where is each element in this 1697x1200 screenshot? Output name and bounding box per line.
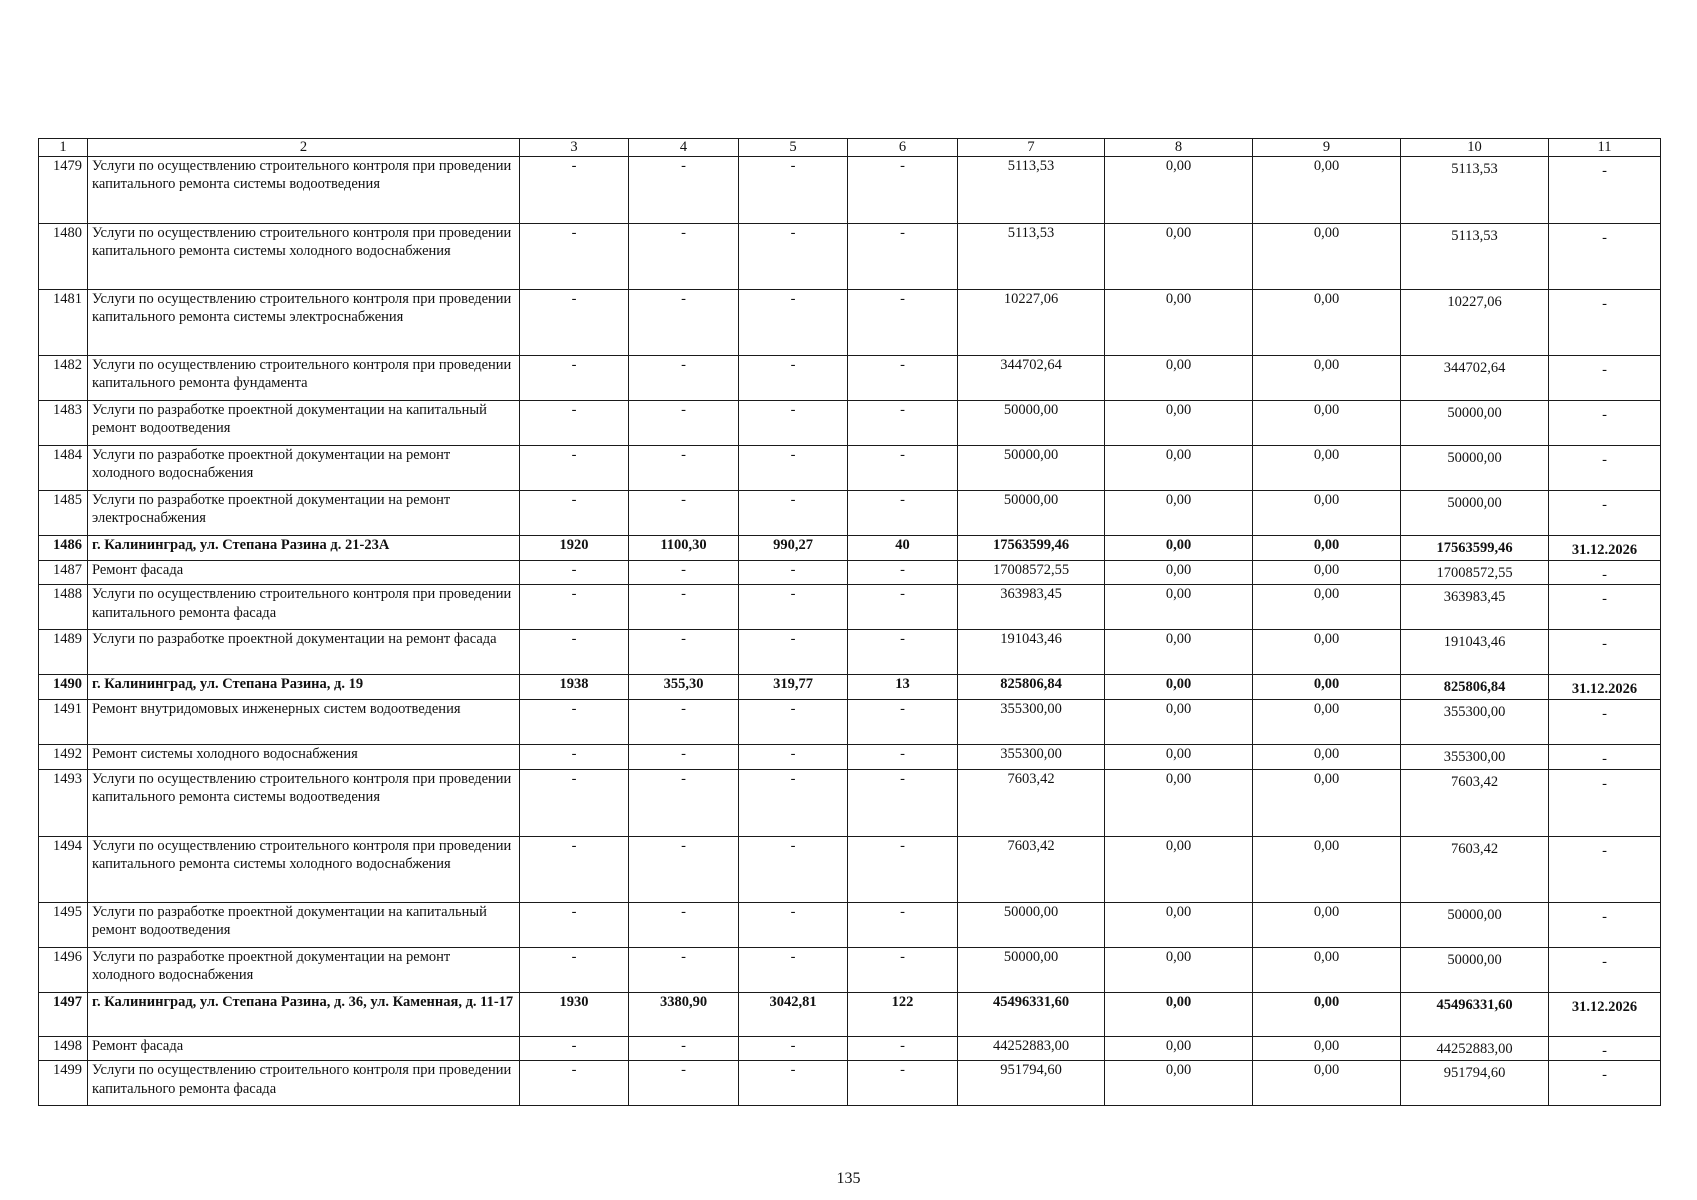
total-area-cell: - — [629, 356, 739, 401]
row-number-cell: 1494 — [39, 836, 88, 902]
column-header: 3 — [520, 139, 629, 157]
completion-date-cell: - — [1549, 224, 1661, 290]
column-header: 5 — [739, 139, 848, 157]
total-cost-cell: 10227,06 — [958, 290, 1105, 356]
work-description-cell: г. Калининград, ул. Степана Разина, д. 36, ул. Каменная, д. 11-17 — [88, 992, 520, 1036]
total-cost-cell: 951794,60 — [958, 1061, 1105, 1106]
fund-share-cell: 0,00 — [1105, 630, 1253, 675]
completion-date-cell: - — [1549, 947, 1661, 992]
table-row — [39, 224, 1661, 290]
budget-share-cell: 0,00 — [1253, 700, 1401, 745]
work-description-cell: Услуги по разработке проектной документации на ремонт холодного водоснабжения — [88, 947, 520, 992]
residents-cell: - — [848, 902, 958, 947]
owners-share-cell: 355300,00 — [1401, 745, 1549, 769]
table-row — [39, 561, 1661, 585]
budget-share-cell: 0,00 — [1253, 401, 1401, 446]
year-built-cell: - — [520, 356, 629, 401]
total-area-cell: - — [629, 769, 739, 836]
total-area-cell: - — [629, 630, 739, 675]
table-row — [39, 446, 1661, 491]
completion-date-cell: - — [1549, 585, 1661, 630]
residents-cell: - — [848, 446, 958, 491]
total-area-cell: - — [629, 745, 739, 769]
completion-date-cell: - — [1549, 157, 1661, 224]
table-row — [39, 902, 1661, 947]
total-cost-cell: 7603,42 — [958, 769, 1105, 836]
completion-date-cell: - — [1549, 356, 1661, 401]
work-description-cell: Услуги по осуществлению строительного контроля при проведении капитального ремонта системы водоотведения — [88, 769, 520, 836]
work-description-cell: Услуги по осуществлению строительного контроля при проведении капитального ремонта системы холодного водоснабжения — [88, 836, 520, 902]
row-number-cell: 1488 — [39, 585, 88, 630]
row-number-cell: 1479 — [39, 157, 88, 224]
total-cost-cell: 50000,00 — [958, 491, 1105, 536]
table-row — [39, 356, 1661, 401]
completion-date-cell: - — [1549, 836, 1661, 902]
living-area-cell: - — [739, 700, 848, 745]
work-description-cell: Услуги по разработке проектной документации на капитальный ремонт водоотведения — [88, 401, 520, 446]
fund-share-cell: 0,00 — [1105, 536, 1253, 561]
fund-share-cell: 0,00 — [1105, 290, 1253, 356]
living-area-cell: - — [739, 446, 848, 491]
fund-share-cell: 0,00 — [1105, 745, 1253, 769]
address-row — [39, 675, 1661, 700]
completion-date-cell: - — [1549, 700, 1661, 745]
residents-cell: - — [848, 561, 958, 585]
column-header: 10 — [1401, 139, 1549, 157]
table-row — [39, 491, 1661, 536]
fund-share-cell: 0,00 — [1105, 675, 1253, 700]
completion-date-cell: 31.12.2026 — [1549, 675, 1661, 700]
living-area-cell: - — [739, 769, 848, 836]
total-cost-cell: 50000,00 — [958, 446, 1105, 491]
year-built-cell: - — [520, 1061, 629, 1106]
total-cost-cell: 363983,45 — [958, 585, 1105, 630]
work-description-cell: г. Калининград, ул. Степана Разина, д. 19 — [88, 675, 520, 700]
owners-share-cell: 45496331,60 — [1401, 992, 1549, 1036]
budget-share-cell: 0,00 — [1253, 585, 1401, 630]
work-description-cell: Услуги по осуществлению строительного контроля при проведении капитального ремонта фасада — [88, 585, 520, 630]
owners-share-cell: 50000,00 — [1401, 401, 1549, 446]
table-row — [39, 745, 1661, 769]
owners-share-cell: 5113,53 — [1401, 224, 1549, 290]
table-row — [39, 290, 1661, 356]
total-area-cell: - — [629, 491, 739, 536]
budget-share-cell: 0,00 — [1253, 836, 1401, 902]
year-built-cell: - — [520, 446, 629, 491]
total-area-cell: 355,30 — [629, 675, 739, 700]
owners-share-cell: 10227,06 — [1401, 290, 1549, 356]
work-description-cell: Ремонт внутридомовых инженерных систем водоотведения — [88, 700, 520, 745]
completion-date-cell: - — [1549, 446, 1661, 491]
residents-cell: - — [848, 157, 958, 224]
owners-share-cell: 5113,53 — [1401, 157, 1549, 224]
row-number-cell: 1490 — [39, 675, 88, 700]
year-built-cell: - — [520, 157, 629, 224]
row-number-cell: 1497 — [39, 992, 88, 1036]
column-header: 6 — [848, 139, 958, 157]
fund-share-cell: 0,00 — [1105, 700, 1253, 745]
residents-cell: - — [848, 836, 958, 902]
residents-cell: - — [848, 947, 958, 992]
row-number-cell: 1487 — [39, 561, 88, 585]
living-area-cell: - — [739, 947, 848, 992]
work-description-cell: Услуги по осуществлению строительного контроля при проведении капитального ремонта системы водоотведения — [88, 157, 520, 224]
table-row — [39, 700, 1661, 745]
budget-share-cell: 0,00 — [1253, 1036, 1401, 1060]
row-number-cell: 1481 — [39, 290, 88, 356]
total-cost-cell: 5113,53 — [958, 224, 1105, 290]
budget-share-cell: 0,00 — [1253, 356, 1401, 401]
budget-share-cell: 0,00 — [1253, 536, 1401, 561]
residents-cell: 40 — [848, 536, 958, 561]
column-header: 1 — [39, 139, 88, 157]
year-built-cell: - — [520, 1036, 629, 1060]
budget-share-cell: 0,00 — [1253, 947, 1401, 992]
address-row — [39, 536, 1661, 561]
year-built-cell: 1920 — [520, 536, 629, 561]
work-description-cell: Услуги по разработке проектной документации на ремонт электроснабжения — [88, 491, 520, 536]
living-area-cell: - — [739, 290, 848, 356]
column-header: 7 — [958, 139, 1105, 157]
row-number-cell: 1484 — [39, 446, 88, 491]
budget-share-cell: 0,00 — [1253, 745, 1401, 769]
work-description-cell: Услуги по разработке проектной документации на ремонт фасада — [88, 630, 520, 675]
living-area-cell: 3042,81 — [739, 992, 848, 1036]
year-built-cell: - — [520, 947, 629, 992]
residents-cell: - — [848, 491, 958, 536]
column-header: 9 — [1253, 139, 1401, 157]
row-number-cell: 1495 — [39, 902, 88, 947]
residents-cell: - — [848, 700, 958, 745]
table-row — [39, 1036, 1661, 1060]
total-area-cell: - — [629, 224, 739, 290]
residents-cell: - — [848, 585, 958, 630]
total-area-cell: - — [629, 700, 739, 745]
owners-share-cell: 17563599,46 — [1401, 536, 1549, 561]
fund-share-cell: 0,00 — [1105, 947, 1253, 992]
year-built-cell: - — [520, 769, 629, 836]
work-description-cell: Ремонт фасада — [88, 1036, 520, 1060]
total-area-cell: - — [629, 585, 739, 630]
fund-share-cell: 0,00 — [1105, 585, 1253, 630]
total-cost-cell: 50000,00 — [958, 947, 1105, 992]
budget-share-cell: 0,00 — [1253, 630, 1401, 675]
total-area-cell: 1100,30 — [629, 536, 739, 561]
table-row — [39, 401, 1661, 446]
table-row — [39, 947, 1661, 992]
row-number-cell: 1498 — [39, 1036, 88, 1060]
fund-share-cell: 0,00 — [1105, 992, 1253, 1036]
year-built-cell: - — [520, 902, 629, 947]
living-area-cell: - — [739, 1036, 848, 1060]
column-header: 2 — [88, 139, 520, 157]
fund-share-cell: 0,00 — [1105, 902, 1253, 947]
budget-share-cell: 0,00 — [1253, 290, 1401, 356]
table-row — [39, 769, 1661, 836]
owners-share-cell: 50000,00 — [1401, 491, 1549, 536]
total-area-cell: - — [629, 1061, 739, 1106]
work-description-cell: Услуги по осуществлению строительного контроля при проведении капитального ремонта системы холодного водоснабжения — [88, 224, 520, 290]
total-area-cell: - — [629, 902, 739, 947]
completion-date-cell: - — [1549, 401, 1661, 446]
year-built-cell: 1930 — [520, 992, 629, 1036]
owners-share-cell: 191043,46 — [1401, 630, 1549, 675]
residents-cell: 13 — [848, 675, 958, 700]
living-area-cell: - — [739, 1061, 848, 1106]
fund-share-cell: 0,00 — [1105, 561, 1253, 585]
year-built-cell: - — [520, 630, 629, 675]
owners-share-cell: 7603,42 — [1401, 836, 1549, 902]
budget-share-cell: 0,00 — [1253, 491, 1401, 536]
budget-share-cell: 0,00 — [1253, 446, 1401, 491]
work-description-cell: Услуги по осуществлению строительного контроля при проведении капитального ремонта фасада — [88, 1061, 520, 1106]
owners-share-cell: 50000,00 — [1401, 947, 1549, 992]
work-description-cell: Услуги по разработке проектной документации на капитальный ремонт водоотведения — [88, 902, 520, 947]
living-area-cell: 990,27 — [739, 536, 848, 561]
fund-share-cell: 0,00 — [1105, 1061, 1253, 1106]
budget-share-cell: 0,00 — [1253, 224, 1401, 290]
column-number-header-row — [39, 139, 1661, 157]
budget-share-cell: 0,00 — [1253, 902, 1401, 947]
work-description-cell: Ремонт фасада — [88, 561, 520, 585]
completion-date-cell: - — [1549, 290, 1661, 356]
year-built-cell: - — [520, 836, 629, 902]
owners-share-cell: 825806,84 — [1401, 675, 1549, 700]
living-area-cell: - — [739, 630, 848, 675]
residents-cell: - — [848, 356, 958, 401]
residents-cell: - — [848, 224, 958, 290]
residents-cell: 122 — [848, 992, 958, 1036]
residents-cell: - — [848, 769, 958, 836]
year-built-cell: - — [520, 561, 629, 585]
living-area-cell: - — [739, 585, 848, 630]
row-number-cell: 1499 — [39, 1061, 88, 1106]
row-number-cell: 1480 — [39, 224, 88, 290]
budget-share-cell: 0,00 — [1253, 1061, 1401, 1106]
total-area-cell: - — [629, 561, 739, 585]
year-built-cell: - — [520, 224, 629, 290]
row-number-cell: 1491 — [39, 700, 88, 745]
owners-share-cell: 50000,00 — [1401, 446, 1549, 491]
owners-share-cell: 363983,45 — [1401, 585, 1549, 630]
total-area-cell: 3380,90 — [629, 992, 739, 1036]
table-row — [39, 157, 1661, 224]
completion-date-cell: - — [1549, 769, 1661, 836]
work-description-cell: Услуги по разработке проектной документации на ремонт холодного водоснабжения — [88, 446, 520, 491]
living-area-cell: - — [739, 836, 848, 902]
column-header: 8 — [1105, 139, 1253, 157]
row-number-cell: 1492 — [39, 745, 88, 769]
total-cost-cell: 825806,84 — [958, 675, 1105, 700]
budget-share-cell: 0,00 — [1253, 769, 1401, 836]
fund-share-cell: 0,00 — [1105, 491, 1253, 536]
residents-cell: - — [848, 745, 958, 769]
column-header: 4 — [629, 139, 739, 157]
year-built-cell: - — [520, 585, 629, 630]
total-cost-cell: 355300,00 — [958, 745, 1105, 769]
fund-share-cell: 0,00 — [1105, 446, 1253, 491]
table-row — [39, 1061, 1661, 1106]
total-area-cell: - — [629, 947, 739, 992]
owners-share-cell: 17008572,55 — [1401, 561, 1549, 585]
table-body — [39, 139, 1661, 1106]
owners-share-cell: 951794,60 — [1401, 1061, 1549, 1106]
completion-date-cell: - — [1549, 1036, 1661, 1060]
total-cost-cell: 50000,00 — [958, 902, 1105, 947]
completion-date-cell: - — [1549, 1061, 1661, 1106]
residents-cell: - — [848, 1036, 958, 1060]
total-area-cell: - — [629, 836, 739, 902]
row-number-cell: 1489 — [39, 630, 88, 675]
living-area-cell: - — [739, 491, 848, 536]
column-header: 11 — [1549, 139, 1661, 157]
fund-share-cell: 0,00 — [1105, 157, 1253, 224]
address-row — [39, 992, 1661, 1036]
total-cost-cell: 17008572,55 — [958, 561, 1105, 585]
register-table — [38, 138, 1661, 1106]
budget-share-cell: 0,00 — [1253, 561, 1401, 585]
total-cost-cell: 7603,42 — [958, 836, 1105, 902]
year-built-cell: 1938 — [520, 675, 629, 700]
completion-date-cell: - — [1549, 561, 1661, 585]
fund-share-cell: 0,00 — [1105, 769, 1253, 836]
living-area-cell: - — [739, 401, 848, 446]
total-area-cell: - — [629, 290, 739, 356]
row-number-cell: 1493 — [39, 769, 88, 836]
row-number-cell: 1486 — [39, 536, 88, 561]
work-description-cell: Услуги по осуществлению строительного контроля при проведении капитального ремонта фундамента — [88, 356, 520, 401]
completion-date-cell: 31.12.2026 — [1549, 536, 1661, 561]
total-area-cell: - — [629, 157, 739, 224]
completion-date-cell: - — [1549, 902, 1661, 947]
residents-cell: - — [848, 1061, 958, 1106]
living-area-cell: - — [739, 157, 848, 224]
fund-share-cell: 0,00 — [1105, 401, 1253, 446]
residents-cell: - — [848, 630, 958, 675]
completion-date-cell: - — [1549, 630, 1661, 675]
table-row — [39, 836, 1661, 902]
total-cost-cell: 191043,46 — [958, 630, 1105, 675]
budget-share-cell: 0,00 — [1253, 157, 1401, 224]
total-area-cell: - — [629, 401, 739, 446]
completion-date-cell: 31.12.2026 — [1549, 992, 1661, 1036]
year-built-cell: - — [520, 290, 629, 356]
living-area-cell: 319,77 — [739, 675, 848, 700]
fund-share-cell: 0,00 — [1105, 1036, 1253, 1060]
year-built-cell: - — [520, 745, 629, 769]
residents-cell: - — [848, 290, 958, 356]
completion-date-cell: - — [1549, 745, 1661, 769]
owners-share-cell: 44252883,00 — [1401, 1036, 1549, 1060]
row-number-cell: 1485 — [39, 491, 88, 536]
table-row — [39, 585, 1661, 630]
owners-share-cell: 50000,00 — [1401, 902, 1549, 947]
living-area-cell: - — [739, 902, 848, 947]
total-cost-cell: 45496331,60 — [958, 992, 1105, 1036]
row-number-cell: 1496 — [39, 947, 88, 992]
living-area-cell: - — [739, 745, 848, 769]
total-cost-cell: 17563599,46 — [958, 536, 1105, 561]
budget-share-cell: 0,00 — [1253, 675, 1401, 700]
work-description-cell: Ремонт системы холодного водоснабжения — [88, 745, 520, 769]
living-area-cell: - — [739, 356, 848, 401]
year-built-cell: - — [520, 401, 629, 446]
completion-date-cell: - — [1549, 491, 1661, 536]
fund-share-cell: 0,00 — [1105, 224, 1253, 290]
total-area-cell: - — [629, 446, 739, 491]
living-area-cell: - — [739, 561, 848, 585]
work-description-cell: г. Калининград, ул. Степана Разина д. 21-23А — [88, 536, 520, 561]
total-cost-cell: 44252883,00 — [958, 1036, 1105, 1060]
work-description-cell: Услуги по осуществлению строительного контроля при проведении капитального ремонта системы электроснабжения — [88, 290, 520, 356]
owners-share-cell: 355300,00 — [1401, 700, 1549, 745]
total-cost-cell: 5113,53 — [958, 157, 1105, 224]
row-number-cell: 1482 — [39, 356, 88, 401]
year-built-cell: - — [520, 491, 629, 536]
living-area-cell: - — [739, 224, 848, 290]
total-area-cell: - — [629, 1036, 739, 1060]
budget-share-cell: 0,00 — [1253, 992, 1401, 1036]
total-cost-cell: 355300,00 — [958, 700, 1105, 745]
year-built-cell: - — [520, 700, 629, 745]
table-row — [39, 630, 1661, 675]
owners-share-cell: 344702,64 — [1401, 356, 1549, 401]
total-cost-cell: 50000,00 — [958, 401, 1105, 446]
page-number: 135 — [836, 1170, 861, 1187]
fund-share-cell: 0,00 — [1105, 356, 1253, 401]
total-cost-cell: 344702,64 — [958, 356, 1105, 401]
residents-cell: - — [848, 401, 958, 446]
row-number-cell: 1483 — [39, 401, 88, 446]
fund-share-cell: 0,00 — [1105, 836, 1253, 902]
owners-share-cell: 7603,42 — [1401, 769, 1549, 836]
